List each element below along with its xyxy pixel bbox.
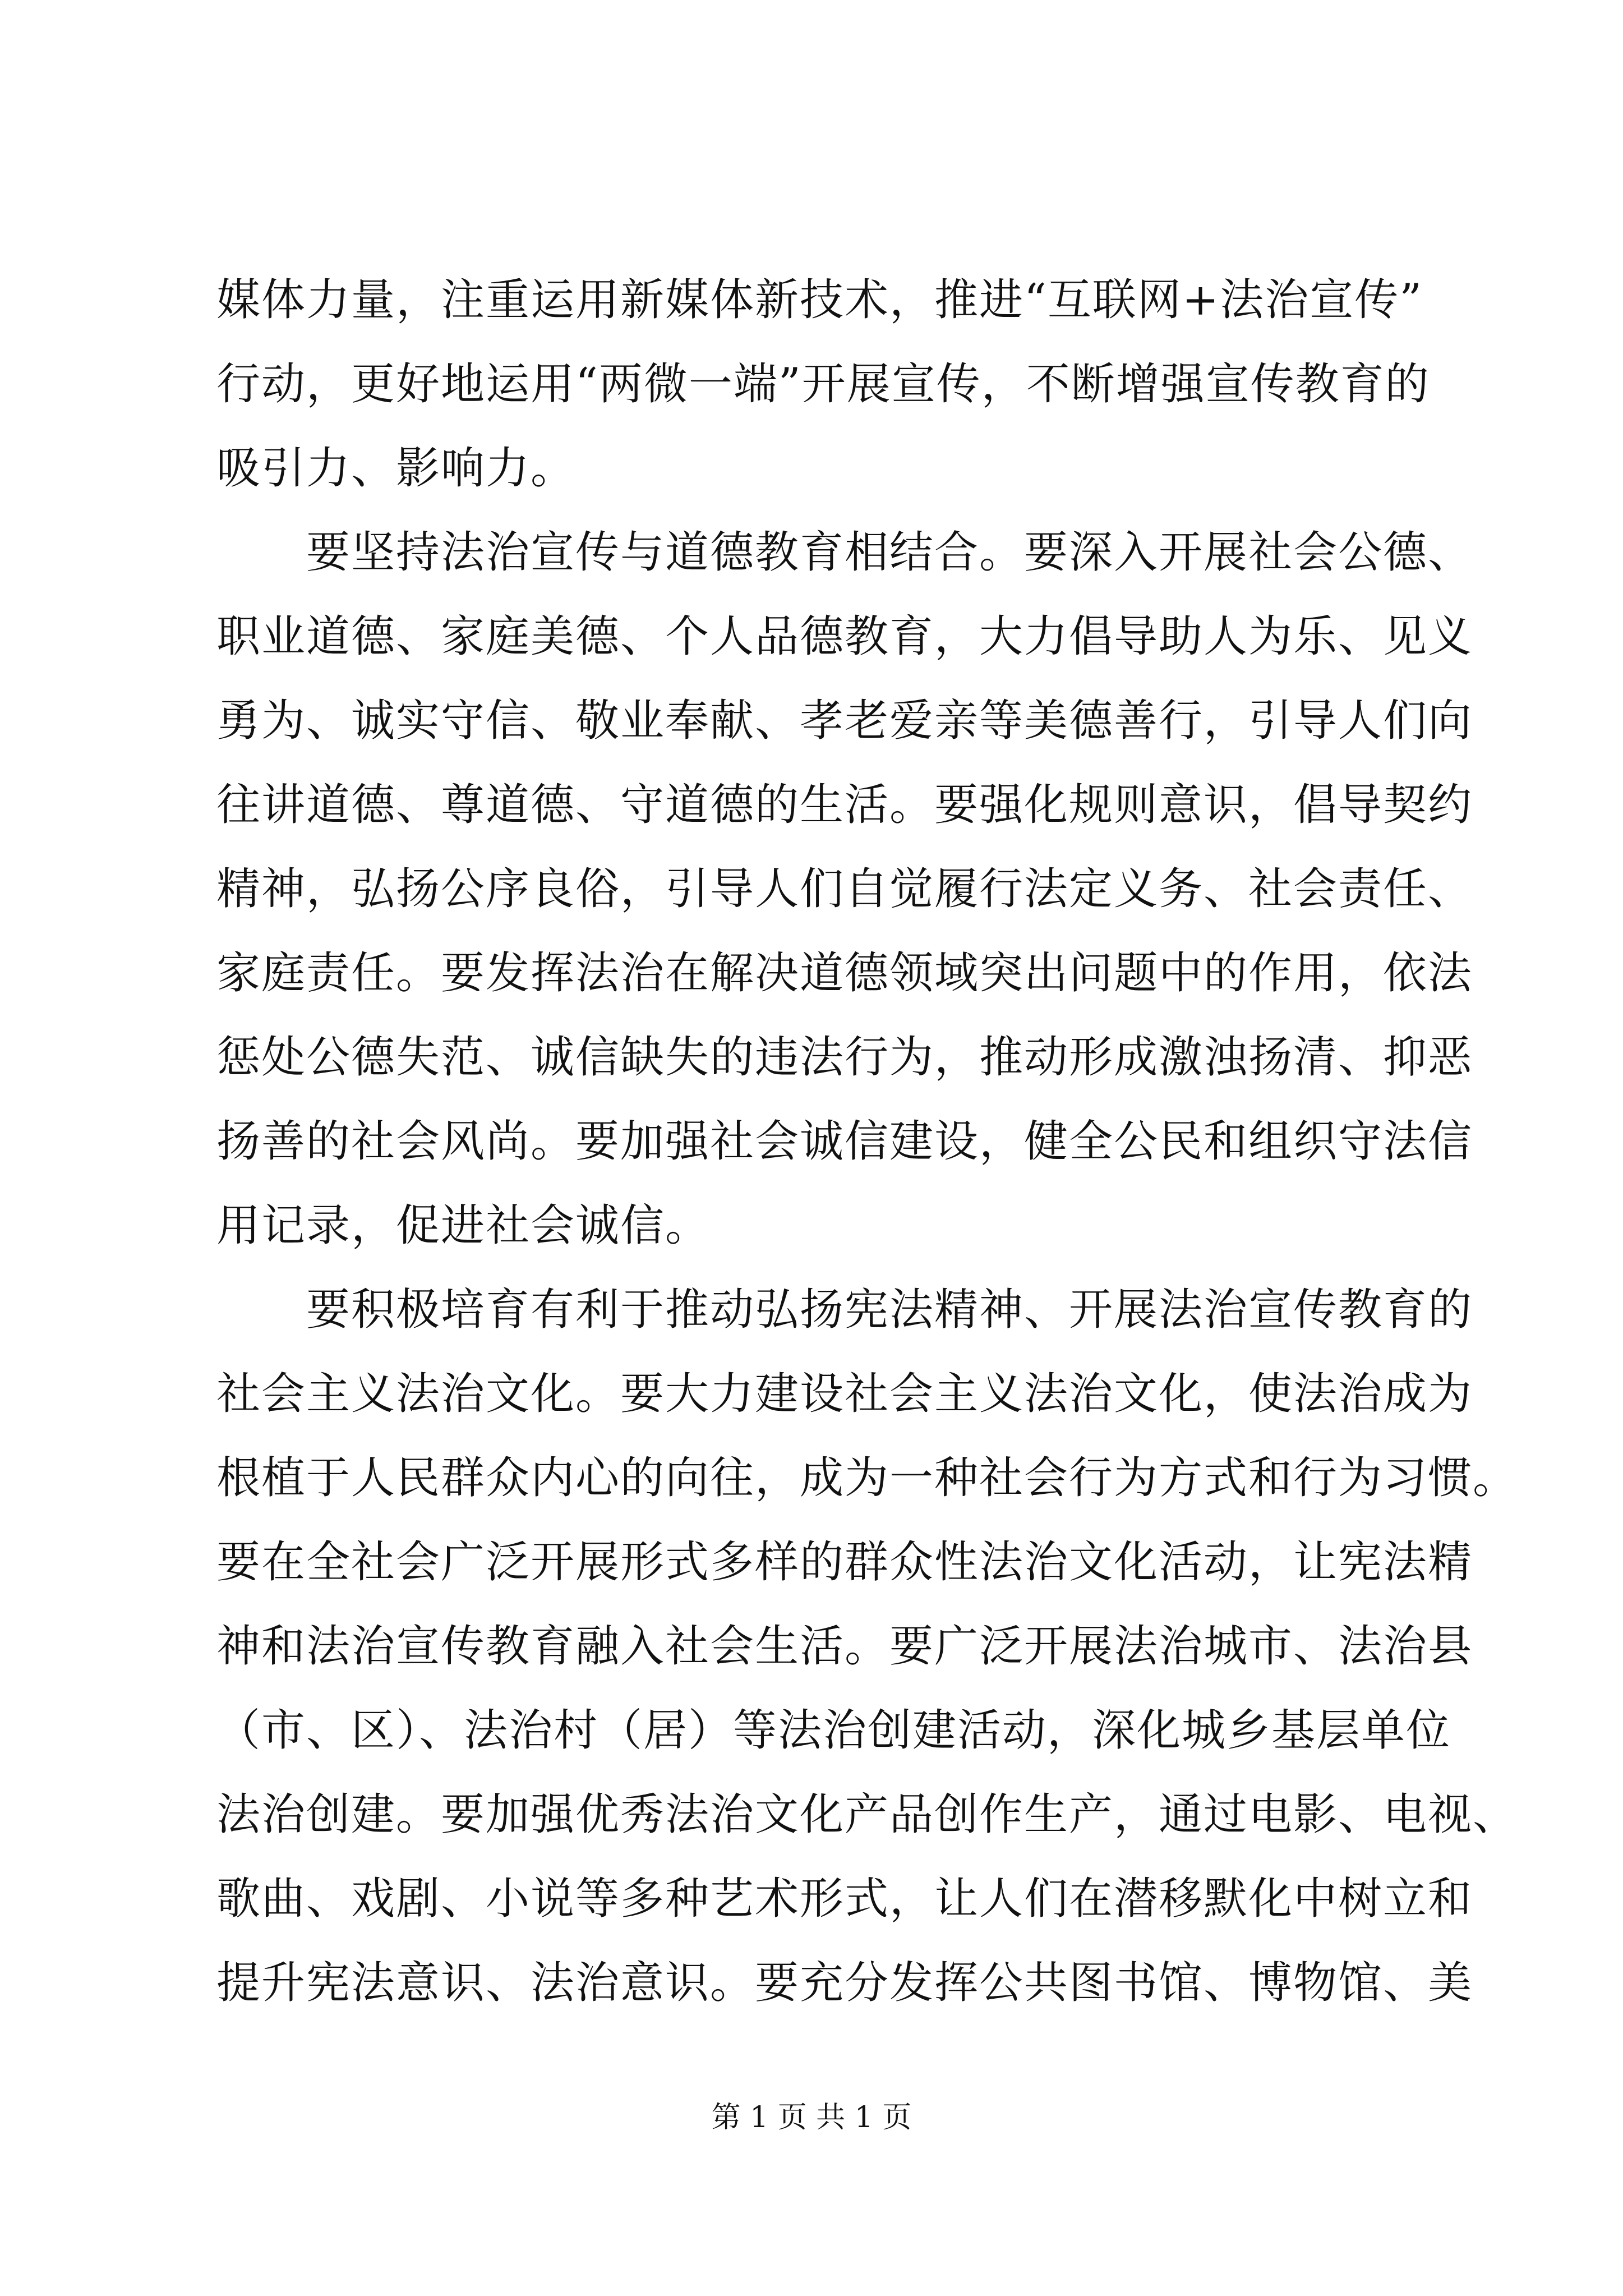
- text-line: 神和法治宣传教育融入社会生活。要广泛开展法治城市、法治县: [216, 1621, 1473, 1672]
- text-line: 社会主义法治文化。要大力建设社会主义法治文化，使法治成为: [216, 1369, 1473, 1419]
- text-line: 歌曲、戏剧、小说等多种艺术形式，让人们在潜移默化中树立和: [216, 1874, 1473, 1924]
- text-line: 行动，更好地运用“两微一端”开展宣传，不断增强宣传教育的: [216, 359, 1430, 409]
- paragraph-1: [216, 258, 1430, 510]
- text-line: （市、区）、法治村（居）等法治创建活动，深化城乡基层单位: [216, 1705, 1451, 1756]
- paragraph-3: [216, 1268, 1518, 2025]
- text-line: 法治创建。要加强优秀法治文化产品创作生产，通过电影、电视、: [216, 1789, 1518, 1840]
- text-line: 吸引力、影响力。: [216, 443, 576, 494]
- text-line: 勇为、诚实守信、敬业奉献、孝老爱亲等美德善行，引导人们向: [216, 696, 1473, 746]
- text-line: 要积极培育有利于推动弘扬宪法精神、开展法治宣传教育的: [306, 1285, 1473, 1335]
- page-number-footer: 第 1 页 共 1 页: [711, 2101, 912, 2134]
- text-line: 要坚持法治宣传与道德教育相结合。要深入开展社会公德、: [306, 527, 1473, 578]
- text-line: 根植于人民群众内心的向往，成为一种社会行为方式和行为习惯。: [216, 1453, 1518, 1503]
- text-line: 媒体力量，注重运用新媒体新技术，推进“互联网+法治宣传”: [216, 275, 1423, 325]
- text-line: 精神，弘扬公序良俗，引导人们自觉履行法定义务、社会责任、: [216, 864, 1473, 914]
- body-text: [216, 258, 1518, 2025]
- text-line: 要在全社会广泛开展形式多样的群众性法治文化活动，让宪法精: [216, 1537, 1473, 1588]
- paragraph-2: [216, 510, 1473, 1268]
- text-line: 往讲道德、尊道德、守道德的生活。要强化规则意识，倡导契约: [216, 780, 1473, 830]
- text-line: 惩处公德失范、诚信缺失的违法行为，推动形成激浊扬清、抑恶: [216, 1032, 1473, 1083]
- text-line: 用记录，促进社会诚信。: [216, 1200, 711, 1251]
- text-line: 家庭责任。要发挥法治在解决道德领域突出问题中的作用，依法: [216, 948, 1473, 999]
- text-line: 职业道德、家庭美德、个人品德教育，大力倡导助人为乐、见义: [216, 611, 1473, 662]
- text-line: 提升宪法意识、法治意识。要充分发挥公共图书馆、博物馆、美: [216, 1958, 1473, 2008]
- text-line: 扬善的社会风尚。要加强社会诚信建设，健全公民和组织守法信: [216, 1116, 1473, 1167]
